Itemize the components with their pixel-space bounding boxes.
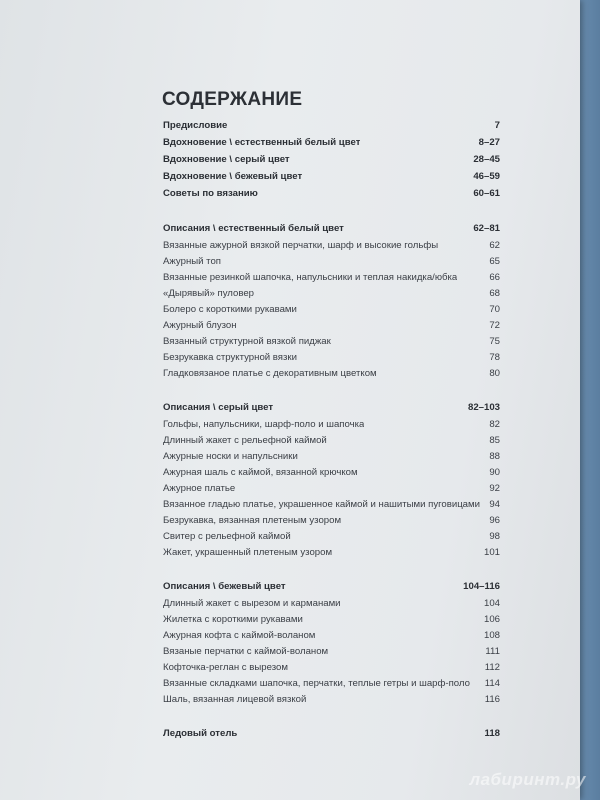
toc-heading-row <box>163 223 500 240</box>
toc-entry-label: Ажурное платье <box>163 483 236 494</box>
toc-entry-row <box>163 368 500 384</box>
toc-entry-label: Безрукавка, вязанная плетеным узором <box>163 515 342 526</box>
toc-page-number: 111 <box>485 646 500 657</box>
toc-entry-row <box>163 614 500 630</box>
toc-page-number: 88 <box>489 451 500 462</box>
toc-section <box>163 402 500 563</box>
toc-page-number: 82 <box>489 419 500 430</box>
toc-entry-row <box>163 678 500 694</box>
toc-entry-label: Описания \ естественный белый цвет <box>163 223 344 234</box>
toc-page-number: 98 <box>489 531 500 542</box>
toc-entry-row <box>163 515 500 531</box>
toc-page-number: 28–45 <box>473 154 500 165</box>
toc-entry-label: Ажурная кофта с каймой-воланом <box>163 630 316 641</box>
toc-page-number: 112 <box>484 662 500 673</box>
toc-page-number: 72 <box>489 320 500 331</box>
toc-entry-row <box>163 256 500 272</box>
toc-entry-label: Болеро с короткими рукавами <box>163 304 297 315</box>
toc-entry-label: Безрукавка структурной вязки <box>163 352 297 363</box>
toc-entry-row <box>163 662 500 678</box>
toc-heading-row <box>163 188 500 205</box>
toc-page-number: 104–116 <box>463 581 500 592</box>
table-of-contents <box>163 120 500 763</box>
toc-page-number: 96 <box>489 515 500 526</box>
toc-entry-row <box>163 598 500 614</box>
toc-page-number: 78 <box>489 352 500 363</box>
toc-heading-row <box>163 402 500 419</box>
toc-entry-label: Длинный жакет с вырезом и карманами <box>163 598 341 609</box>
toc-page-number: 118 <box>484 728 500 739</box>
toc-entry-label: Жакет, украшенный плетеным узором <box>163 547 333 558</box>
toc-entry-row <box>163 451 500 467</box>
toc-entry-label: Вязаные перчатки с каймой-воланом <box>163 646 329 657</box>
watermark-logo: лабиринт.ру <box>469 770 586 789</box>
toc-page-number: 66 <box>489 272 500 283</box>
toc-entry-label: Ажурный блузон <box>163 320 237 331</box>
toc-entry-row <box>163 320 500 336</box>
toc-entry-label: Вдохновение \ серый цвет <box>163 154 290 165</box>
toc-entry-label: Вязанное гладью платье, украшенное каймой и нашитыми пуговицами <box>163 499 480 510</box>
toc-entry-row <box>163 419 500 435</box>
toc-page-number: 80 <box>489 368 500 379</box>
toc-heading-row <box>163 137 500 154</box>
toc-entry-row <box>163 646 500 662</box>
toc-entry-row <box>163 240 500 256</box>
toc-page-number: 116 <box>484 694 500 705</box>
toc-entry-label: Вдохновение \ естественный белый цвет <box>163 137 361 148</box>
toc-section <box>163 223 500 384</box>
toc-section <box>163 728 500 745</box>
toc-page-number: 114 <box>484 678 500 689</box>
page-title: СОДЕРЖАНИЕ <box>162 89 303 110</box>
toc-entry-row <box>163 499 500 515</box>
toc-entry-label: Длинный жакет с рельефной каймой <box>163 435 327 446</box>
toc-entry-label: Вязанные ажурной вязкой перчатки, шарф и высокие гольфы <box>163 240 439 251</box>
toc-section <box>163 120 500 205</box>
toc-entry-row <box>163 288 500 304</box>
toc-heading-row <box>163 728 500 745</box>
toc-page-number: 65 <box>489 256 500 267</box>
toc-entry-row <box>163 304 500 320</box>
toc-section <box>163 581 500 710</box>
toc-entry-label: Ажурные носки и напульсники <box>163 451 298 462</box>
toc-entry-row <box>163 630 500 646</box>
toc-heading-row <box>163 120 500 137</box>
toc-page-number: 7 <box>494 120 500 131</box>
toc-entry-label: Гладковязаное платье с декоративным цветком <box>163 368 377 379</box>
toc-page-number: 108 <box>483 630 500 641</box>
toc-entry-label: Вязанные резинкой шапочка, напульсники и теплая накидка/юбка <box>163 272 458 283</box>
toc-page-number: 8–27 <box>478 137 500 148</box>
toc-entry-label: Кофточка-реглан с вырезом <box>163 662 288 673</box>
toc-entry-label: Свитер с рельефной каймой <box>163 531 291 542</box>
toc-page-number: 46–59 <box>473 171 500 182</box>
toc-entry-label: Предисловие <box>163 120 228 131</box>
toc-entry-row <box>163 483 500 499</box>
toc-entry-label: Шаль, вязанная лицевой вязкой <box>163 694 307 705</box>
toc-entry-row <box>163 352 500 368</box>
toc-entry-label: Вязанные складками шапочка, перчатки, теплые гетры и шарф-поло <box>163 678 470 689</box>
toc-page-number: 70 <box>489 304 500 315</box>
toc-entry-row <box>163 336 500 352</box>
toc-page-number: 62 <box>489 240 500 251</box>
toc-entry-label: Ледовый отель <box>163 728 238 739</box>
toc-entry-label: Вдохновение \ бежевый цвет <box>163 171 303 182</box>
toc-page-number: 92 <box>489 483 500 494</box>
toc-entry-label: Описания \ серый цвет <box>163 402 274 413</box>
toc-entry-row <box>163 694 500 710</box>
toc-entry-label: «Дырявый» пуловер <box>163 288 254 299</box>
toc-entry-label: Ажурная шаль с каймой, вязанной крючком <box>163 467 358 478</box>
toc-entry-row <box>163 547 500 563</box>
toc-entry-row <box>163 467 500 483</box>
toc-page-number: 106 <box>483 614 500 625</box>
toc-page-number: 94 <box>489 499 500 510</box>
toc-entry-row <box>163 435 500 451</box>
toc-page-number: 85 <box>489 435 500 446</box>
toc-entry-label: Жилетка с короткими рукавами <box>163 614 303 625</box>
toc-page-number: 90 <box>489 467 500 478</box>
toc-entry-label: Гольфы, напульсники, шарф-поло и шапочка <box>163 419 365 430</box>
toc-entry-label: Советы по вязанию <box>163 188 258 199</box>
toc-heading-row <box>163 154 500 171</box>
toc-entry-label: Ажурный топ <box>163 256 221 267</box>
toc-page-number: 68 <box>489 288 500 299</box>
toc-page-number: 101 <box>483 547 500 558</box>
toc-page-number: 82–103 <box>467 402 500 413</box>
toc-heading-row <box>163 581 500 598</box>
toc-entry-row <box>163 272 500 288</box>
toc-page-number: 104 <box>483 598 500 609</box>
toc-page-number: 62–81 <box>473 223 500 234</box>
toc-heading-row <box>163 171 500 188</box>
toc-page-number: 60–61 <box>473 188 500 199</box>
toc-entry-label: Описания \ бежевый цвет <box>163 581 286 592</box>
toc-entry-label: Вязанный структурной вязкой пиджак <box>163 336 331 347</box>
toc-entry-row <box>163 531 500 547</box>
toc-page-number: 75 <box>489 336 500 347</box>
